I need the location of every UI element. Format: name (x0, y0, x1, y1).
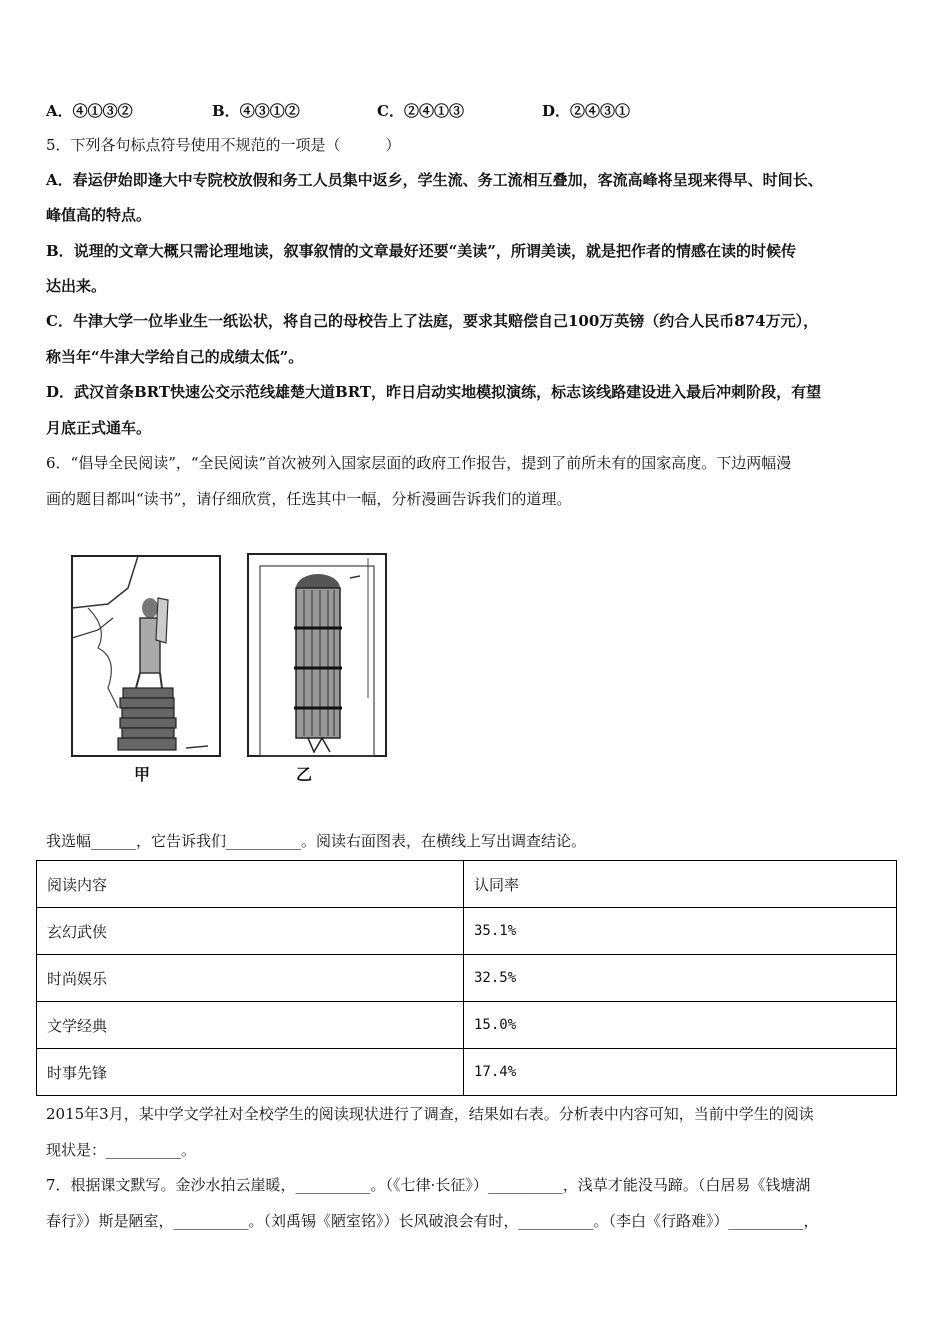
table-cell-rate: 17.4% (464, 1049, 897, 1096)
cartoon-figures (68, 548, 398, 788)
q5-option-a-line1: A．春运伊始即逢大中专院校放假和务工人员集中返乡，学生流、务工流相互叠加，客流高峰将呈现来得早、时间长、 (46, 171, 823, 189)
table-header-cell: 认同率 (464, 861, 897, 908)
table-header-row (37, 861, 897, 908)
q6-line1: 6．“倡导全民阅读”，“全民阅读”首次被列入国家层面的政府工作报告，提到了前所未有的国家高度。下边两幅漫 (46, 454, 792, 472)
cartoon-jia-image (72, 556, 220, 756)
table-row (37, 908, 897, 955)
table-cell-content: 时尚娱乐 (37, 955, 464, 1002)
q5-option-c-line1: C．牛津大学一位毕业生一纸讼状，将自己的母校告上了法庭，要求其赔偿自己100万英镑（约合人民币874万元）， (46, 312, 819, 330)
q5-option-c-line2: 称当年“牛津大学给自己的成绩太低”。 (46, 348, 304, 366)
table-row (37, 1049, 897, 1096)
table-cell-content: 时事先锋 (37, 1049, 464, 1096)
table-row (37, 1002, 897, 1049)
q5-option-b-line1: B．说理的文章大概只需论理地读，叙事叙情的文章最好还要“美读”，所谓美读，就是把作者的情感在读的时候传 (46, 242, 796, 260)
q4-option-b: B．④③①② (212, 102, 300, 120)
q7-line1: 7．根据课文默写。金沙水拍云崖暖，__________。（《七律·长征》）__________，浅草才能没马蹄。（白居易《钱塘湖 (46, 1176, 811, 1194)
table-cell-content: 文学经典 (37, 1002, 464, 1049)
survey-text-line1: 2015年3月，某中学文学社对全校学生的阅读现状进行了调查，结果如右表。分析表中内容可知，当前中学生的阅读 (46, 1105, 814, 1123)
table-cell-rate: 15.0% (464, 1002, 897, 1049)
cartoon-svg (68, 548, 398, 788)
cartoon-jia-caption: 甲 (134, 765, 151, 784)
q4-option-a: A．④①③② (46, 102, 133, 120)
q5-option-d-line1: D．武汉首条BRT快速公交示范线雄楚大道BRT，昨日启动实地模拟演练，标志该线路建设进入最后冲刺阶段，有望 (46, 383, 822, 401)
table-cell-rate: 32.5% (464, 955, 897, 1002)
q5-option-b-line2: 达出来。 (46, 277, 107, 295)
table-row (37, 955, 897, 1002)
q6-line2: 画的题目都叫“读书”，请仔细欣赏，任选其中一幅，分析漫画告诉我们的道理。 (46, 490, 572, 508)
table-cell-content: 玄幻武侠 (37, 908, 464, 955)
survey-text-line2: 现状是：__________。 (46, 1141, 197, 1159)
q5-stem: 5．下列各句标点符号使用不规范的一项是（ ） (46, 136, 401, 154)
q4-options (46, 100, 746, 124)
q4-option-c: C．②④①③ (377, 102, 464, 120)
table-cell-rate: 35.1% (464, 908, 897, 955)
q6-answer-line: 我选幅______，它告诉我们__________。阅读右面图表，在横线上写出调查结论。 (46, 832, 587, 850)
q7-line2: 春行》）斯是陋室，__________。（刘禹锡《陋室铭》）长风破浪会有时，__________。（李白《行路难》）__________， (46, 1212, 819, 1230)
q5-option-a-line2: 峰值高的特点。 (46, 206, 152, 224)
cartoon-yi-caption: 乙 (296, 765, 313, 784)
q5-option-d-line2: 月底正式通车。 (46, 419, 152, 437)
table-header-cell: 阅读内容 (37, 861, 464, 908)
survey-table (36, 860, 897, 1096)
q4-option-d: D．②④③① (542, 102, 631, 120)
cartoon-yi-image (248, 554, 386, 756)
